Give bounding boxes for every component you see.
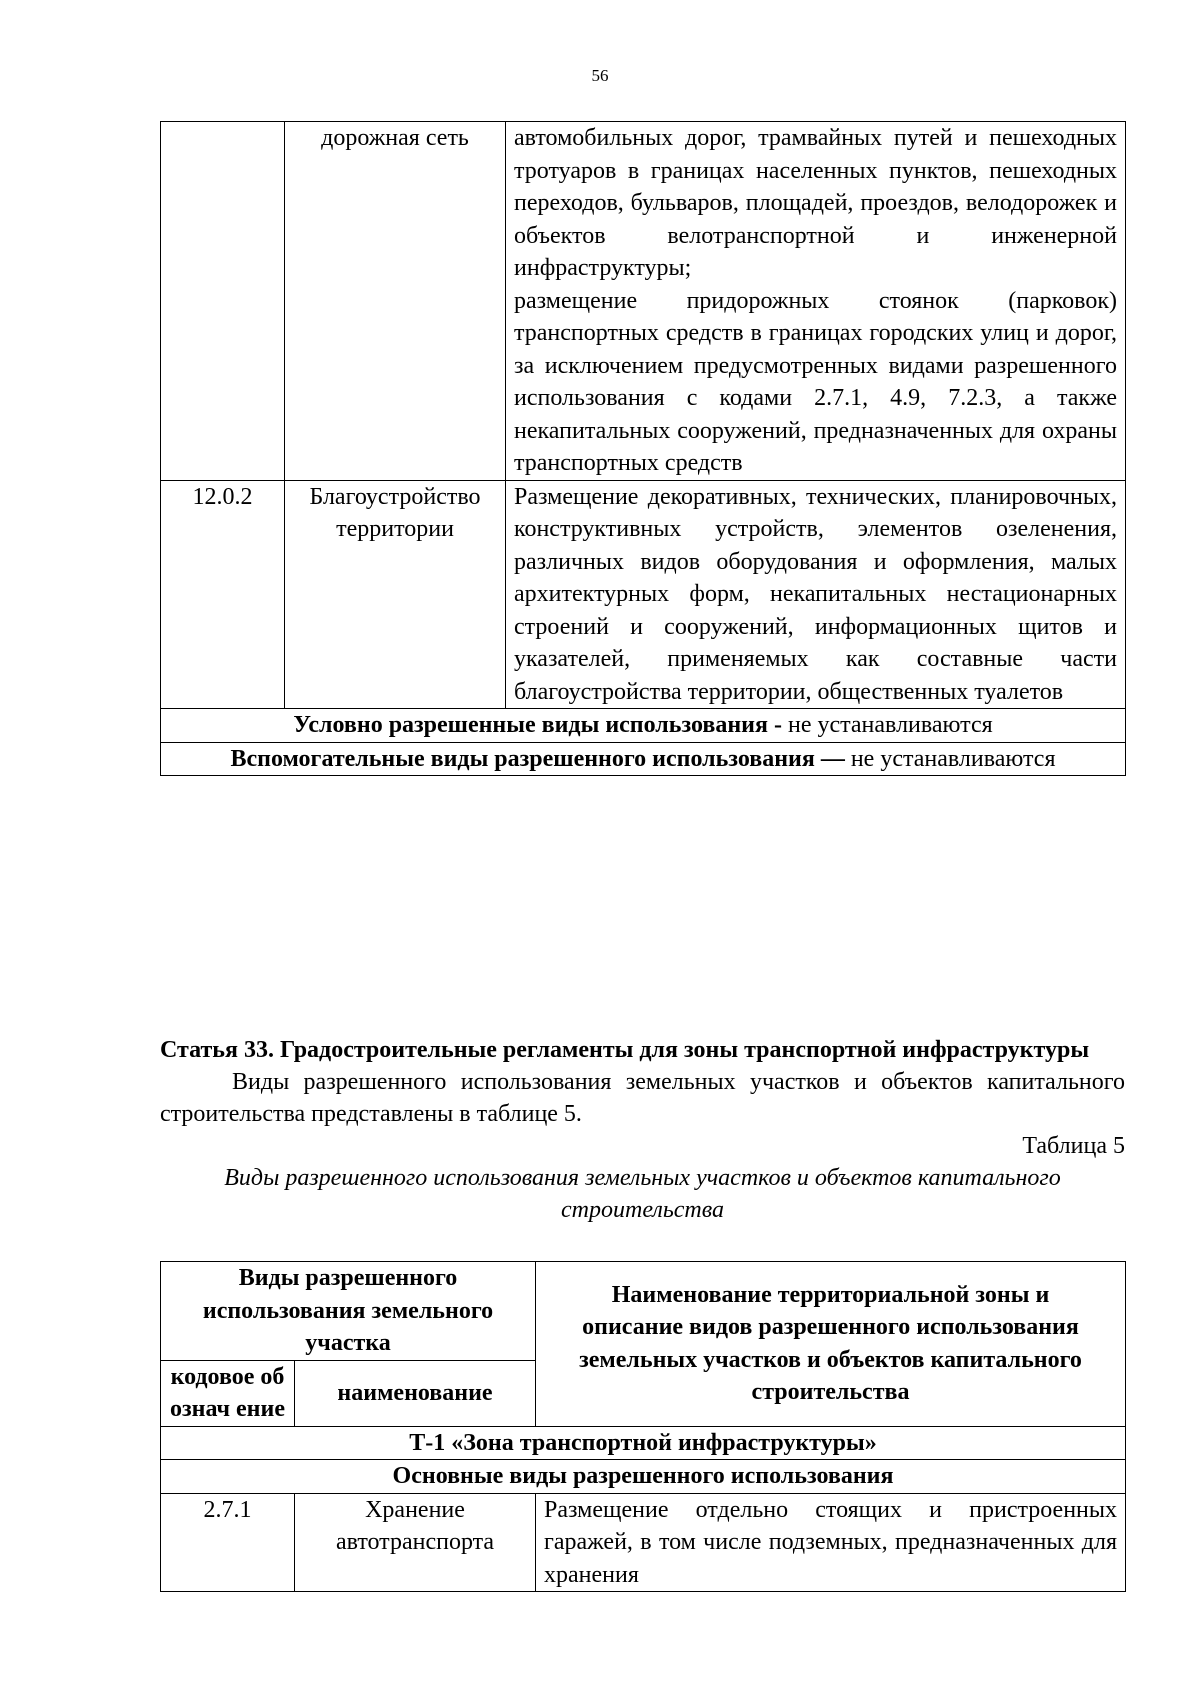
table-row [161,1460,1126,1494]
auxiliary-uses-value: не устанавливаются [844,745,1056,772]
use-description [506,122,1126,481]
table-row [161,122,1126,481]
description-paragraph: размещение придорожных стоянок (парковок) транспортных средств в границах городских улиц и дорог, за исключением предусмотренных видами разрешенного использования с кодами 2.7.1, 4.9, 7.2.3, а также некапитальных сооружений, предназначенных для охраны транспортных средств [514,287,1117,476]
conditional-uses-label: Условно разрешенные виды использования - [293,712,782,738]
table-label: Таблица 5 [1022,1133,1125,1159]
use-code: 2.7.1 [161,1493,295,1592]
header-code: кодовое обознач ение [161,1360,295,1426]
table-row [161,1493,1126,1592]
main-uses-title: Основные виды разрешенного использования [161,1460,1126,1494]
use-code: 12.0.2 [161,480,285,709]
description-paragraph: Размещение декоративных, технических, планировочных, конструктивных устройств, элементов озеленения, различных видов оборудования и оформления, малых архитектурных форм, некапитальных нестационарных строений и сооружений, информационных щитов и указателей, применяемых как составные части благоустройства территории, общественных туалетов [514,483,1117,705]
header-group: Виды разрешенного использования земельного участка [161,1262,536,1361]
article-title: Статья 33. Градостроительные регламенты для зоны транспортной инфраструктуры [160,1037,1090,1063]
header-name: наименование [295,1360,536,1426]
conditional-uses-value: не устанавливаются [781,712,993,738]
table-row [161,480,1126,709]
auxiliary-uses-label: Вспомогательные виды разрешенного использования — [230,745,845,772]
conditional-uses-row [161,709,1126,743]
description-paragraph: автомобильных дорог, трамвайных путей и пешеходных тротуаров в границах населенных пунктов, пешеходных переходов, бульваров, площадей, проездов, велодорожек и объектов велотранспортной и инженерной инфраструктуры; [514,125,1117,281]
table-row [161,742,1126,776]
use-name: Хранение автотранспорта [295,1493,536,1592]
use-name: Благоустройство территории [285,480,506,709]
table-row [161,1426,1126,1460]
zone-title: Т-1 «Зона транспортной инфраструктуры» [161,1426,1126,1460]
use-description [506,480,1126,709]
page-number: 56 [591,66,609,85]
table-caption: Виды разрешенного использования земельных участков и объектов капитального строительства [224,1165,1061,1223]
auxiliary-uses-row [161,742,1126,776]
use-description: Размещение отдельно стоящих и пристроенных гаражей, в том числе подземных, предназначенных для хранения [536,1493,1126,1592]
zone-uses-table [160,1261,1126,1592]
regulations-table-continued [160,121,1126,776]
use-code [161,122,285,481]
table-row [161,709,1126,743]
article-section [160,1034,1125,1226]
use-name: дорожная сеть [285,122,506,481]
header-description: Наименование территориальной зоны и описание видов разрешенного использования земельных участков и объектов капитального строительства [536,1262,1126,1427]
table-header-row [161,1262,1126,1361]
article-text: Виды разрешенного использования земельных участков и объектов капитального строительства представлены в таблице 5. [160,1069,1125,1127]
